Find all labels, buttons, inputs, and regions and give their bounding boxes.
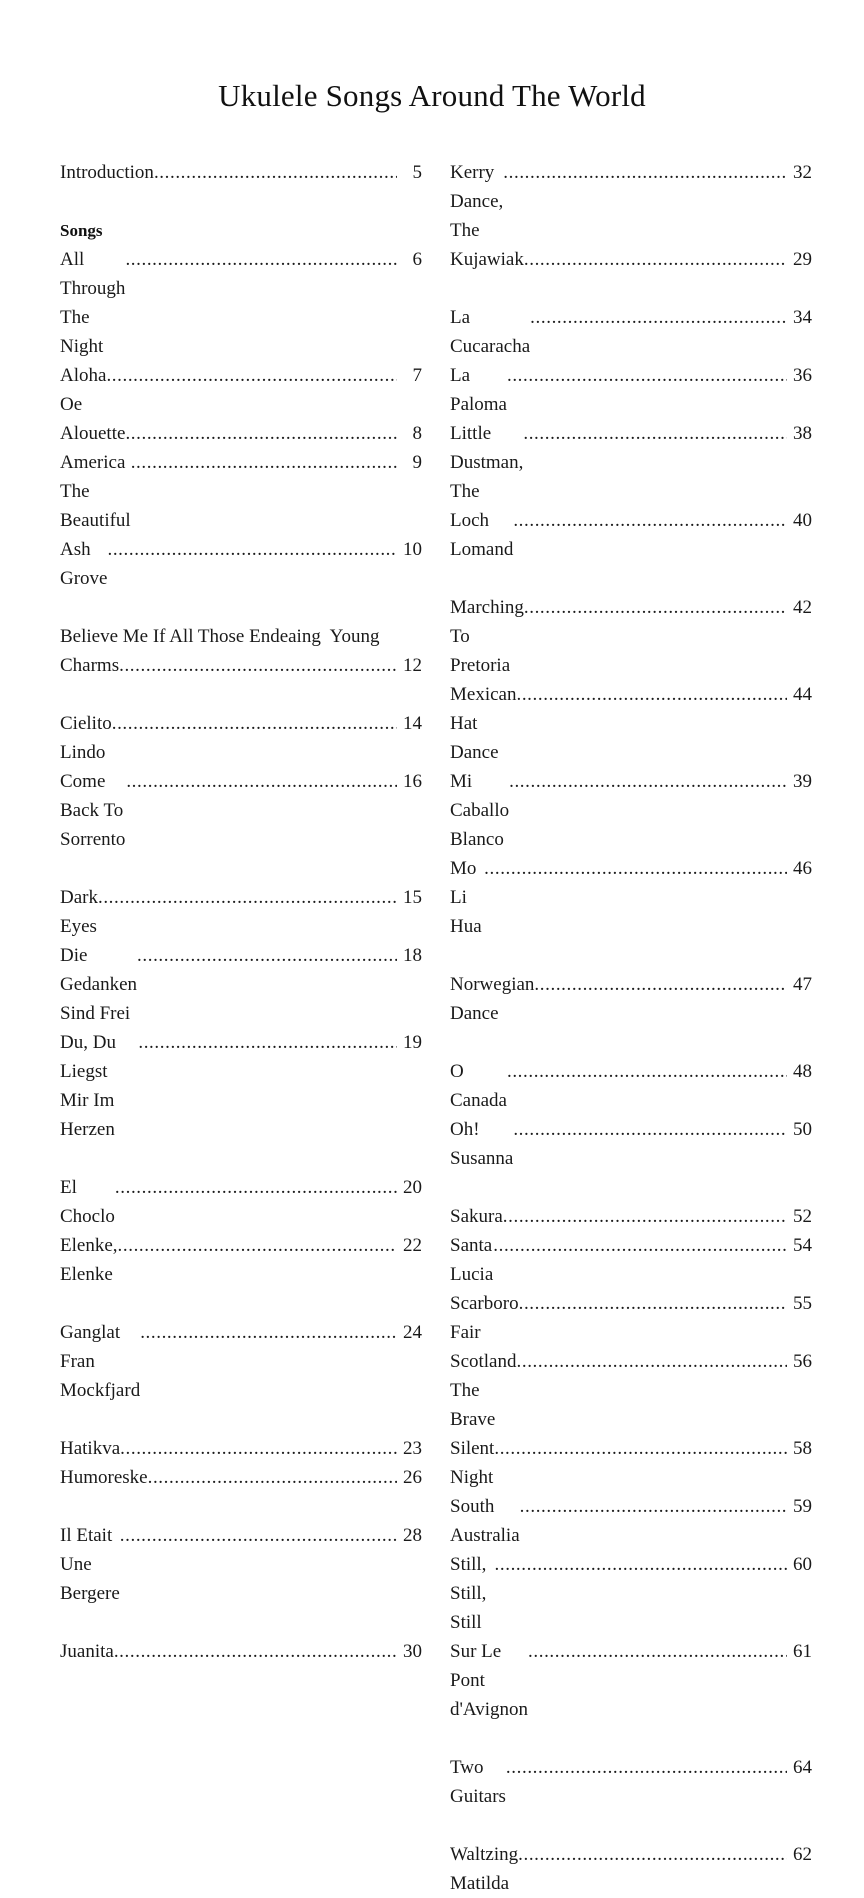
toc-entry-title: Juanita xyxy=(60,1641,114,1662)
toc-entry-page-number: 44 xyxy=(793,684,812,705)
toc-entry[interactable] xyxy=(60,709,422,767)
toc-entry[interactable] xyxy=(450,419,812,506)
dot-leader xyxy=(530,303,787,332)
toc-entry[interactable] xyxy=(450,361,812,419)
toc-entry-title: Sakura xyxy=(450,1206,503,1227)
dot-leader xyxy=(114,1637,397,1666)
toc-entry-title: Mo Li Hua xyxy=(450,858,482,937)
toc-columns xyxy=(0,158,864,1894)
dot-leader xyxy=(137,941,397,970)
toc-entry-page-number: 55 xyxy=(793,1293,812,1314)
toc-entry-title: Introduction xyxy=(60,162,154,183)
toc-entry[interactable] xyxy=(450,1231,812,1289)
group-spacer xyxy=(60,1144,422,1173)
toc-entry[interactable] xyxy=(450,1347,812,1434)
group-spacer xyxy=(60,1492,422,1521)
dot-leader xyxy=(138,1028,397,1057)
toc-entry-title: Die Gedanken Sind Frei xyxy=(60,945,142,1024)
toc-entry-page-number: 42 xyxy=(793,597,812,618)
toc-entry-title: Ash Grove xyxy=(60,539,108,589)
toc-entry-page-number: 29 xyxy=(793,249,812,270)
toc-entry-title: Silent Night xyxy=(450,1438,500,1488)
toc-entry-title: Still, Still, Still xyxy=(450,1554,492,1633)
toc-entry-page-number: 52 xyxy=(793,1206,812,1227)
toc-entry-page-number: 54 xyxy=(793,1235,812,1256)
toc-entry-page-number: 22 xyxy=(403,1235,422,1256)
toc-entry[interactable] xyxy=(450,1840,812,1898)
toc-entry-page-number: 61 xyxy=(793,1641,812,1662)
toc-entry-title: Oh! Susanna xyxy=(450,1119,514,1169)
toc-entry-title: Marching To Pretoria xyxy=(450,597,529,676)
toc-entry-page-number: 14 xyxy=(403,713,422,734)
toc-entry-page-number: 10 xyxy=(403,539,422,560)
dot-leader xyxy=(534,970,787,999)
toc-entry-page-number: 18 xyxy=(403,945,422,966)
group-spacer xyxy=(60,1289,422,1318)
toc-entry-title: Loch Lomand xyxy=(450,510,514,560)
toc-entry-page-number: 62 xyxy=(793,1844,812,1865)
toc-entry-title: Little Dustman, The xyxy=(450,423,528,502)
dot-leader xyxy=(131,448,397,477)
dot-leader xyxy=(513,1115,787,1144)
dot-leader xyxy=(507,361,787,390)
dot-leader xyxy=(98,883,397,912)
toc-entry-title: Waltzing Matilda xyxy=(450,1844,523,1894)
toc-entry-page-number: 48 xyxy=(793,1061,812,1082)
toc-entry-page-number: 38 xyxy=(793,423,812,444)
toc-entry-page-number: 58 xyxy=(793,1438,812,1459)
toc-entry[interactable] xyxy=(450,303,812,361)
dot-leader xyxy=(513,506,787,535)
toc-entry[interactable] xyxy=(60,767,422,854)
toc-entry[interactable] xyxy=(60,1028,422,1144)
group-spacer xyxy=(60,1405,422,1434)
toc-entry[interactable] xyxy=(450,854,812,941)
toc-entry-page-number: 40 xyxy=(793,510,812,531)
toc-entry-page-number: 60 xyxy=(793,1554,812,1575)
toc-entry-title: Two Guitars xyxy=(450,1757,506,1807)
toc-entry-title: Aloha Oe xyxy=(60,365,112,415)
group-spacer xyxy=(60,593,422,622)
toc-entry-title: America The Beautiful xyxy=(60,452,131,531)
dot-leader xyxy=(120,1434,397,1463)
toc-entry[interactable] xyxy=(450,245,812,274)
dot-leader xyxy=(503,1202,787,1231)
toc-entry-page-number: 7 xyxy=(412,365,422,386)
toc-entry-page-number: 12 xyxy=(403,655,422,676)
toc-entry[interactable] xyxy=(60,535,422,593)
dot-leader xyxy=(520,1492,787,1521)
toc-entry-title: Scotland The Brave xyxy=(450,1351,521,1430)
dot-leader xyxy=(495,1550,787,1579)
dot-leader xyxy=(524,245,787,274)
toc-entry[interactable] xyxy=(450,1289,812,1347)
toc-entry[interactable] xyxy=(60,419,422,448)
toc-entry[interactable] xyxy=(60,1463,422,1492)
toc-entry[interactable] xyxy=(60,941,422,1028)
toc-entry[interactable] xyxy=(450,970,812,1028)
dot-leader xyxy=(523,419,787,448)
toc-entry[interactable] xyxy=(60,245,422,361)
group-spacer xyxy=(450,274,812,303)
group-spacer xyxy=(60,187,422,216)
dot-leader xyxy=(509,767,787,796)
toc-entry-page-number: 46 xyxy=(793,858,812,879)
toc-entry[interactable] xyxy=(450,1434,812,1492)
toc-entry[interactable] xyxy=(450,1550,812,1637)
dot-leader xyxy=(120,1521,397,1550)
toc-entry-page-number: 50 xyxy=(793,1119,812,1140)
toc-entry-page-number: 36 xyxy=(793,365,812,386)
toc-entry-title: Norwegian Dance xyxy=(450,974,540,1024)
toc-entry[interactable] xyxy=(450,1753,812,1811)
toc-entry-title: Mi Caballo Blanco xyxy=(450,771,514,850)
toc-entry-title: All Through The Night xyxy=(60,249,130,357)
toc-entry-title: Humoreske xyxy=(60,1467,148,1488)
toc-entry-title: Cielito Lindo xyxy=(60,713,117,763)
dot-leader xyxy=(115,1173,397,1202)
toc-entry-title: Charms xyxy=(60,655,120,676)
group-spacer xyxy=(450,1811,812,1840)
toc-entry-title: O Canada xyxy=(450,1061,507,1111)
toc-entry-title: Scarboro Fair xyxy=(450,1293,524,1343)
dot-leader xyxy=(518,1840,787,1869)
toc-entry[interactable] xyxy=(450,506,812,564)
group-spacer xyxy=(450,1724,812,1753)
toc-entry-title: La Cucaracha xyxy=(450,307,531,357)
toc-entry[interactable] xyxy=(60,448,422,535)
toc-entry-page-number: 56 xyxy=(793,1351,812,1372)
dot-leader xyxy=(516,680,787,709)
toc-entry[interactable] xyxy=(450,1057,812,1115)
toc-entry-page-number: 9 xyxy=(412,452,422,473)
dot-leader xyxy=(503,158,787,187)
toc-entry[interactable] xyxy=(60,883,422,941)
group-spacer xyxy=(450,941,812,970)
toc-entry[interactable] xyxy=(60,1318,422,1405)
toc-entry-page-number: 32 xyxy=(793,162,812,183)
toc-entry[interactable] xyxy=(450,1492,812,1550)
toc-entry[interactable] xyxy=(450,767,812,854)
toc-entry-title: South Australia xyxy=(450,1496,520,1546)
dot-leader xyxy=(140,1318,397,1347)
toc-entry-page-number: 5 xyxy=(412,162,422,183)
toc-column-left xyxy=(60,158,422,1666)
dot-leader xyxy=(506,1753,787,1782)
dot-leader xyxy=(494,1434,787,1463)
dot-leader xyxy=(119,651,397,680)
toc-entry[interactable] xyxy=(60,1521,422,1608)
toc-entry[interactable] xyxy=(60,1231,422,1289)
toc-entry[interactable] xyxy=(450,1637,812,1724)
group-spacer xyxy=(450,1028,812,1057)
toc-entry[interactable] xyxy=(60,1173,422,1231)
toc-entry-title: El Choclo xyxy=(60,1177,115,1227)
dot-leader xyxy=(125,419,397,448)
toc-entry-title: Il Etait Une Bergere xyxy=(60,1525,120,1604)
toc-entry-page-number: 64 xyxy=(793,1757,812,1778)
section-heading: Songs xyxy=(60,221,103,240)
toc-entry[interactable] xyxy=(450,680,812,767)
dot-leader xyxy=(524,593,787,622)
toc-entry-page-number: 59 xyxy=(793,1496,812,1517)
toc-entry-title: Hatikva xyxy=(60,1438,121,1459)
toc-entry[interactable] xyxy=(60,361,422,419)
toc-entry-page-number: 34 xyxy=(793,307,812,328)
toc-entry-title: Mexican Hat Dance xyxy=(450,684,522,763)
page-title: Ukulele Songs Around The World xyxy=(218,77,646,113)
dot-leader xyxy=(154,158,397,187)
toc-entry-page-number: 39 xyxy=(793,771,812,792)
toc-entry[interactable] xyxy=(60,1637,422,1666)
group-spacer xyxy=(60,854,422,883)
toc-entry-page-number: 16 xyxy=(403,771,422,792)
dot-leader xyxy=(519,1289,787,1318)
toc-entry-page-number: 26 xyxy=(403,1467,422,1488)
toc-entry[interactable] xyxy=(60,158,422,187)
toc-entry-page-number: 15 xyxy=(403,887,422,908)
toc-entry-title: La Paloma xyxy=(450,365,507,415)
toc-entry-page-number: 47 xyxy=(793,974,812,995)
dot-leader xyxy=(517,1347,788,1376)
dot-leader xyxy=(507,1057,787,1086)
dot-leader xyxy=(112,709,397,738)
dot-leader xyxy=(107,535,397,564)
toc-entry-page-number: 6 xyxy=(412,249,422,270)
toc-entry-page-number: 19 xyxy=(403,1032,422,1053)
dot-leader xyxy=(148,1463,397,1492)
toc-column-right xyxy=(450,158,812,1898)
toc-entry-title: Believe Me If All Those Endeaing Young xyxy=(60,626,380,647)
toc-entry-page-number: 23 xyxy=(403,1438,422,1459)
toc-entry[interactable] xyxy=(60,622,422,680)
dot-leader xyxy=(126,767,397,796)
dot-leader xyxy=(118,1231,397,1260)
toc-entry-title: Ganglat Fran Mockfjard xyxy=(60,1322,141,1401)
toc-entry-page-number: 20 xyxy=(403,1177,422,1198)
toc-entry[interactable] xyxy=(450,593,812,680)
group-spacer xyxy=(450,1173,812,1202)
toc-entry-title: Sur Le Pont d'Avignon xyxy=(450,1641,529,1720)
toc-entry-page-number: 28 xyxy=(403,1525,422,1546)
toc-entry-page-number: 8 xyxy=(412,423,422,444)
dot-leader xyxy=(493,1231,787,1260)
toc-entry-title: Kerry Dance, The xyxy=(450,162,508,241)
toc-entry[interactable] xyxy=(450,1202,812,1231)
group-spacer xyxy=(60,680,422,709)
toc-entry-title: Kujawiak xyxy=(450,249,524,270)
toc-entry-title: Dark Eyes xyxy=(60,887,103,937)
toc-entry-page-number: 24 xyxy=(403,1322,422,1343)
toc-entry-title: Alouette xyxy=(60,423,126,444)
toc-entry-title: Come Back To Sorrento xyxy=(60,771,128,850)
dot-leader xyxy=(106,361,397,390)
toc-entry[interactable] xyxy=(450,158,812,245)
toc-entry-title: Santa Lucia xyxy=(450,1235,497,1285)
toc-entry-page-number: 30 xyxy=(403,1641,422,1662)
toc-entry-continuation xyxy=(60,651,422,680)
toc-entry-title: Elenke, Elenke xyxy=(60,1235,123,1285)
toc-entry[interactable] xyxy=(450,1115,812,1173)
dot-leader xyxy=(484,854,787,883)
group-spacer xyxy=(60,1608,422,1637)
toc-entry[interactable] xyxy=(60,1434,422,1463)
dot-leader xyxy=(528,1637,787,1666)
toc-entry-title: Du, Du Liegst Mir Im Herzen xyxy=(60,1032,121,1140)
group-spacer xyxy=(450,564,812,593)
dot-leader xyxy=(125,245,397,274)
